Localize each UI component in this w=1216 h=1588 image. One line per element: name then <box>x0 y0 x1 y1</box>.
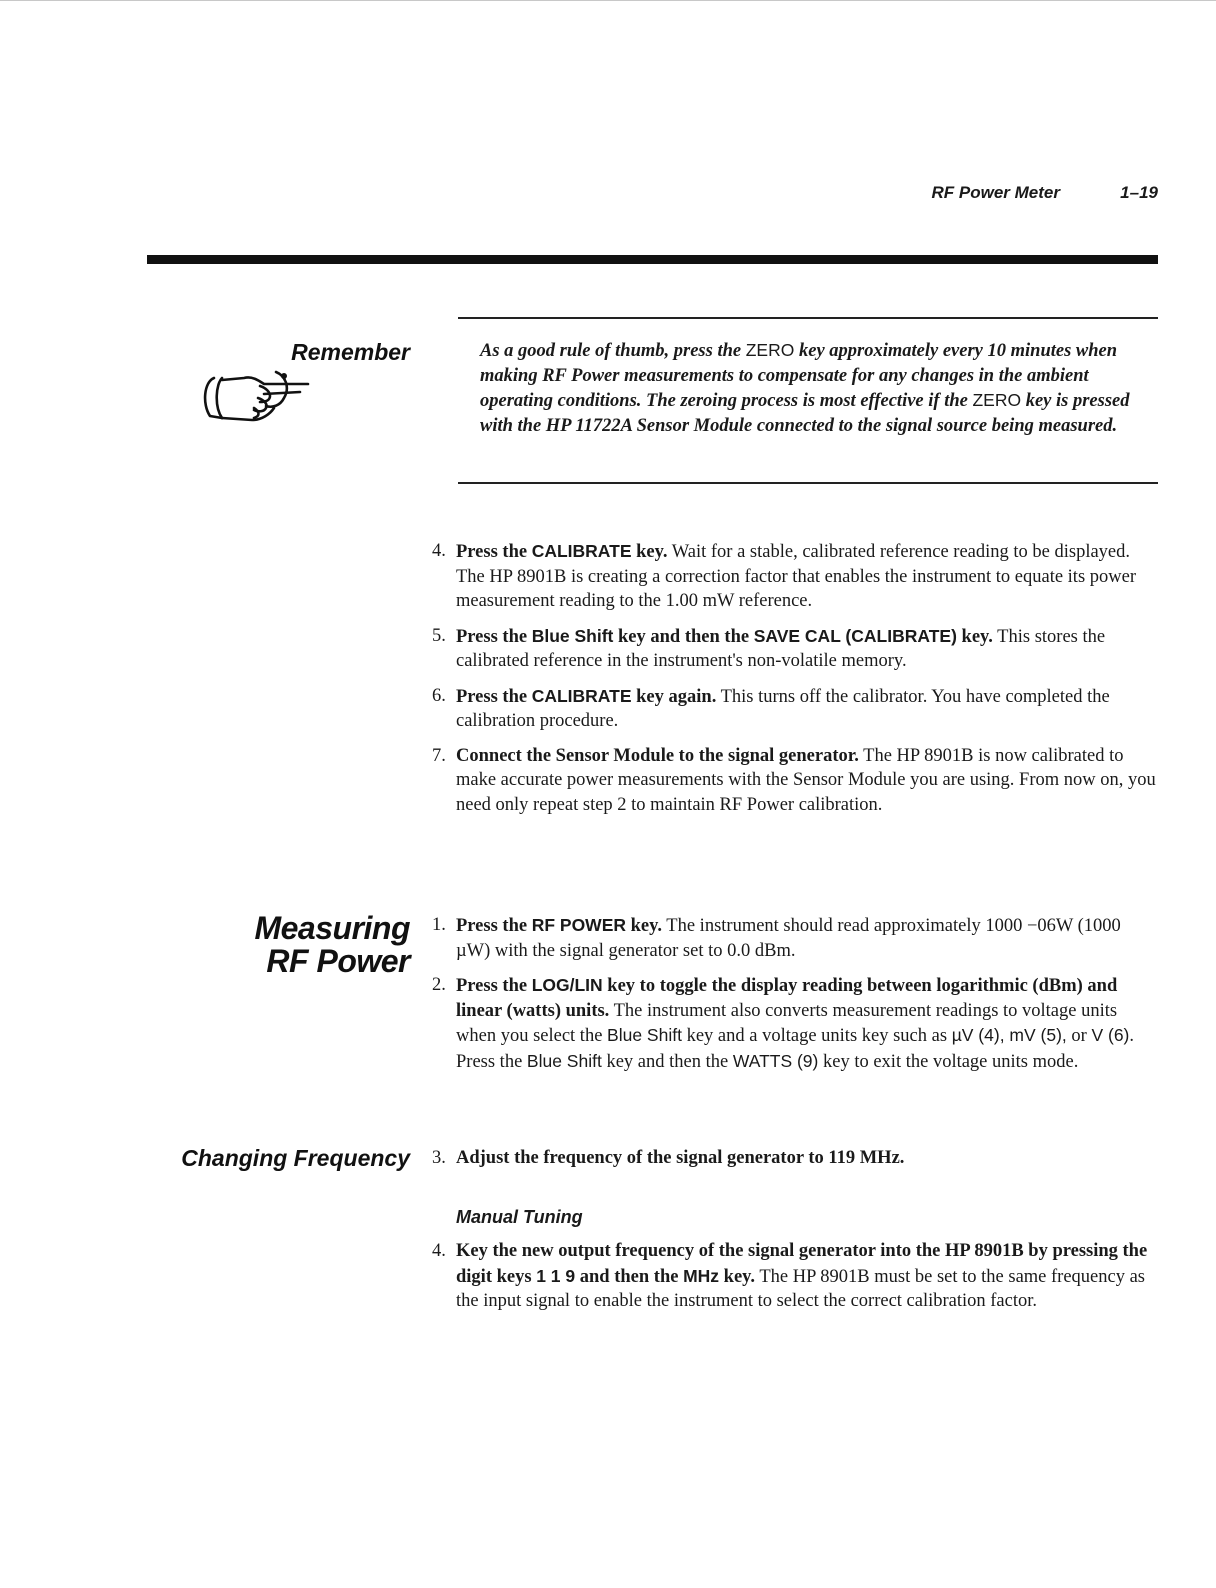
step-text: Press the <box>456 542 532 562</box>
pointing-hand-icon <box>200 368 322 428</box>
step-text: key to toggle the display reading between logarithmic (dBm) and linear (watts) units. <box>456 976 1118 1021</box>
step-text: key. <box>956 626 993 647</box>
step-text: This stores the calibrated reference in the instrument's non-volatile memory. <box>456 626 1106 671</box>
step-text: Blue Shift <box>607 1025 682 1045</box>
step-text: Wait for a stable, calibrated reference reading to be displayed. The HP 8901B is creating a correction factor that enables the instrument to equate its power measurement reading to the 1.00 mW reference. <box>456 542 1137 611</box>
step-text: Blue Shift <box>531 625 614 646</box>
step-number: 1. <box>432 915 446 935</box>
manual-tuning-subheading: Manual Tuning <box>456 1207 583 1227</box>
note-text-1: As a good rule of thumb, press the <box>480 341 746 361</box>
list-item <box>432 1146 1158 1171</box>
page-number: 1–19 <box>1120 183 1158 202</box>
step-number: 7. <box>432 745 446 766</box>
page-top-border <box>0 0 1216 1</box>
step-text: key. <box>719 1266 756 1287</box>
step-text: key. <box>631 542 668 562</box>
step-text: Adjust the frequency of the signal generator to 119 MHz. <box>456 1148 905 1168</box>
list-item <box>432 973 1158 1074</box>
step-text: MHz <box>683 1265 720 1286</box>
step-text: key again. <box>631 686 717 707</box>
step-text: The instrument also converts measurement readings to voltage units when you select the <box>456 1000 1118 1046</box>
step-text: Press the <box>456 626 532 647</box>
step-text: key and then the <box>613 626 754 647</box>
note-text-3: key is pressed with the HP 11722A Sensor Module connected to the signal source being measured. <box>480 391 1130 436</box>
step-text: key and then the <box>601 1051 733 1072</box>
step-text: V (6) <box>1091 1025 1130 1045</box>
step-text: 1 1 9 <box>536 1265 576 1286</box>
changing-frequency-heading: Changing Frequency <box>181 1145 410 1171</box>
note-key-zero-2: ZERO <box>972 390 1022 410</box>
step-text: LOG/LIN <box>531 975 603 995</box>
step-text: key and a voltage units key such as <box>681 1026 952 1046</box>
step-text: Connect the Sensor Module to the signal generator. <box>456 745 859 766</box>
list-item <box>432 913 1158 963</box>
note-top-rule <box>458 317 1158 319</box>
step-text: Press the <box>456 916 532 936</box>
changing-step-4 <box>432 1239 1158 1324</box>
step-number: 4. <box>432 541 446 561</box>
step-text: RF POWER <box>531 915 627 935</box>
list-item <box>432 1239 1158 1314</box>
calibration-steps <box>432 539 1158 827</box>
step-text: Key the new output frequency of the signal generator into the HP 8901B by pressing the digit keys <box>456 1241 1148 1287</box>
step-text: CALIBRATE <box>531 541 632 561</box>
step-text: The HP 8901B is now calibrated to make accurate power measurements with the Sensor Module you are using. From now on, you need only repeat step 2 to maintain RF Power calibration. <box>456 745 1156 815</box>
note-text <box>480 338 1140 438</box>
step-number: 5. <box>432 625 446 646</box>
step-text: . Press the <box>456 1026 1135 1072</box>
step-text: Press the <box>456 686 532 707</box>
step-text: Blue Shift <box>526 1050 602 1071</box>
step-text: Press the <box>456 976 532 996</box>
changing-step-3 <box>432 1146 1158 1181</box>
note-text-2: key approximately every 10 minutes when making RF Power measurements to compensate for any changes in the ambient operating conditions. The zeroing process is most effective if the <box>480 341 1118 411</box>
step-text: WATTS (9) <box>732 1050 819 1071</box>
list-item <box>432 684 1158 734</box>
list-item <box>432 624 1158 674</box>
header-rule <box>147 255 1158 264</box>
step-text: key. <box>626 916 662 936</box>
step-text: SAVE CAL (CALIBRATE) <box>753 625 957 646</box>
measuring-heading <box>254 912 410 978</box>
step-text: and then the <box>575 1266 684 1287</box>
running-header-title: RF Power Meter <box>931 183 1060 202</box>
step-text: or <box>1066 1026 1092 1046</box>
running-header <box>800 183 1158 205</box>
step-text: key to exit the voltage units mode. <box>818 1051 1079 1072</box>
measuring-heading-line2: RF Power <box>266 943 410 979</box>
step-number: 6. <box>432 685 446 706</box>
note-heading: Remember <box>291 339 410 365</box>
measuring-heading-line1: Measuring <box>254 910 410 946</box>
list-item <box>432 539 1158 614</box>
list-item <box>432 744 1158 818</box>
note-key-zero-1: ZERO <box>745 340 795 360</box>
note-bottom-rule <box>458 482 1158 484</box>
step-number: 3. <box>432 1148 446 1168</box>
step-number: 4. <box>432 1241 446 1261</box>
step-text: µV (4), mV (5), <box>951 1025 1067 1045</box>
step-number: 2. <box>432 975 446 995</box>
step-text: The instrument should read approximately 1000 −06W (1000 µW) with the signal generator set to 0.0 dBm. <box>456 916 1121 961</box>
step-text: CALIBRATE <box>531 685 632 706</box>
step-text: This turns off the calibrator. You have completed the calibration procedure. <box>456 686 1110 731</box>
measuring-steps <box>432 913 1158 1084</box>
step-text: The HP 8901B must be set to the same frequency as the input signal to enable the instrument to select the correct calibration factor. <box>456 1266 1145 1311</box>
